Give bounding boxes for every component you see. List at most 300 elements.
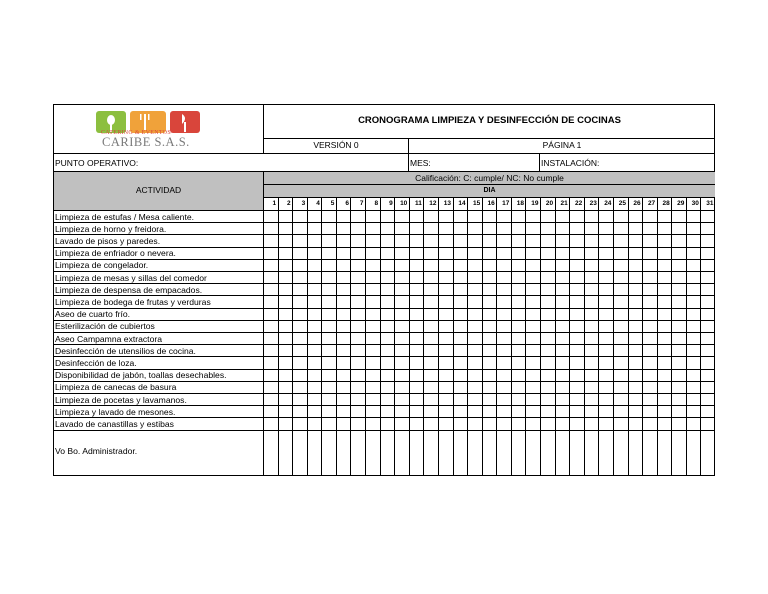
- check-cell[interactable]: [279, 272, 293, 283]
- check-cell[interactable]: [381, 345, 395, 356]
- check-cell[interactable]: [395, 284, 409, 295]
- check-cell[interactable]: [629, 296, 643, 307]
- check-cell[interactable]: [454, 235, 468, 246]
- check-cell[interactable]: [512, 211, 526, 222]
- instalacion-field[interactable]: INSTALACIÓN:: [541, 158, 600, 168]
- check-cell[interactable]: [308, 406, 322, 417]
- check-cell[interactable]: [526, 309, 540, 320]
- check-cell[interactable]: [395, 345, 409, 356]
- check-cell[interactable]: [687, 235, 701, 246]
- check-cell[interactable]: [643, 357, 657, 368]
- check-cell[interactable]: [337, 235, 351, 246]
- check-cell[interactable]: [687, 272, 701, 283]
- check-cell[interactable]: [483, 370, 497, 381]
- check-cell[interactable]: [293, 382, 307, 393]
- check-cell[interactable]: [570, 321, 584, 332]
- check-cell[interactable]: [687, 370, 701, 381]
- check-cell[interactable]: [264, 296, 278, 307]
- check-cell[interactable]: [701, 211, 715, 222]
- check-cell[interactable]: [687, 406, 701, 417]
- check-cell[interactable]: [366, 418, 380, 429]
- check-cell[interactable]: [264, 260, 278, 271]
- check-cell[interactable]: [672, 370, 686, 381]
- check-cell[interactable]: [701, 345, 715, 356]
- check-cell[interactable]: [672, 406, 686, 417]
- check-cell[interactable]: [497, 296, 511, 307]
- check-cell[interactable]: [556, 272, 570, 283]
- check-cell[interactable]: [337, 418, 351, 429]
- check-cell[interactable]: [541, 394, 555, 405]
- check-cell[interactable]: [293, 296, 307, 307]
- check-cell[interactable]: [468, 235, 482, 246]
- check-cell[interactable]: [308, 382, 322, 393]
- check-cell[interactable]: [701, 333, 715, 344]
- check-cell[interactable]: [468, 418, 482, 429]
- check-cell[interactable]: [293, 357, 307, 368]
- check-cell[interactable]: [279, 382, 293, 393]
- check-cell[interactable]: [439, 370, 453, 381]
- check-cell[interactable]: [293, 284, 307, 295]
- check-cell[interactable]: [570, 357, 584, 368]
- check-cell[interactable]: [643, 382, 657, 393]
- check-cell[interactable]: [468, 357, 482, 368]
- check-cell[interactable]: [599, 406, 613, 417]
- check-cell[interactable]: [570, 235, 584, 246]
- check-cell[interactable]: [614, 296, 628, 307]
- check-cell[interactable]: [629, 394, 643, 405]
- check-cell[interactable]: [424, 418, 438, 429]
- check-cell[interactable]: [468, 260, 482, 271]
- check-cell[interactable]: [308, 223, 322, 234]
- check-cell[interactable]: [454, 272, 468, 283]
- check-cell[interactable]: [308, 357, 322, 368]
- check-cell[interactable]: [264, 284, 278, 295]
- check-cell[interactable]: [454, 370, 468, 381]
- check-cell[interactable]: [322, 248, 336, 259]
- check-cell[interactable]: [454, 394, 468, 405]
- check-cell[interactable]: [556, 260, 570, 271]
- check-cell[interactable]: [337, 406, 351, 417]
- check-cell[interactable]: [672, 296, 686, 307]
- check-cell[interactable]: [439, 296, 453, 307]
- check-cell[interactable]: [658, 406, 672, 417]
- check-cell[interactable]: [366, 382, 380, 393]
- check-cell[interactable]: [629, 406, 643, 417]
- check-cell[interactable]: [614, 394, 628, 405]
- check-cell[interactable]: [526, 284, 540, 295]
- check-cell[interactable]: [381, 382, 395, 393]
- check-cell[interactable]: [322, 333, 336, 344]
- check-cell[interactable]: [395, 357, 409, 368]
- check-cell[interactable]: [279, 357, 293, 368]
- check-cell[interactable]: [424, 321, 438, 332]
- check-cell[interactable]: [512, 309, 526, 320]
- check-cell[interactable]: [687, 382, 701, 393]
- check-cell[interactable]: [614, 260, 628, 271]
- check-cell[interactable]: [672, 345, 686, 356]
- check-cell[interactable]: [454, 260, 468, 271]
- check-cell[interactable]: [454, 418, 468, 429]
- check-cell[interactable]: [541, 248, 555, 259]
- check-cell[interactable]: [541, 260, 555, 271]
- check-cell[interactable]: [264, 211, 278, 222]
- check-cell[interactable]: [614, 382, 628, 393]
- check-cell[interactable]: [556, 418, 570, 429]
- check-cell[interactable]: [512, 357, 526, 368]
- check-cell[interactable]: [439, 418, 453, 429]
- check-cell[interactable]: [337, 370, 351, 381]
- check-cell[interactable]: [556, 370, 570, 381]
- check-cell[interactable]: [497, 309, 511, 320]
- check-cell[interactable]: [293, 394, 307, 405]
- check-cell[interactable]: [599, 418, 613, 429]
- check-cell[interactable]: [351, 272, 365, 283]
- check-cell[interactable]: [512, 248, 526, 259]
- check-cell[interactable]: [483, 418, 497, 429]
- check-cell[interactable]: [424, 272, 438, 283]
- check-cell[interactable]: [293, 321, 307, 332]
- check-cell[interactable]: [366, 321, 380, 332]
- check-cell[interactable]: [512, 296, 526, 307]
- check-cell[interactable]: [381, 296, 395, 307]
- check-cell[interactable]: [483, 272, 497, 283]
- check-cell[interactable]: [526, 235, 540, 246]
- check-cell[interactable]: [337, 272, 351, 283]
- check-cell[interactable]: [497, 223, 511, 234]
- check-cell[interactable]: [424, 211, 438, 222]
- check-cell[interactable]: [322, 309, 336, 320]
- check-cell[interactable]: [599, 296, 613, 307]
- check-cell[interactable]: [454, 248, 468, 259]
- check-cell[interactable]: [264, 382, 278, 393]
- check-cell[interactable]: [395, 321, 409, 332]
- check-cell[interactable]: [599, 309, 613, 320]
- check-cell[interactable]: [308, 418, 322, 429]
- check-cell[interactable]: [366, 272, 380, 283]
- check-cell[interactable]: [658, 357, 672, 368]
- check-cell[interactable]: [672, 333, 686, 344]
- check-cell[interactable]: [672, 357, 686, 368]
- check-cell[interactable]: [454, 345, 468, 356]
- check-cell[interactable]: [701, 309, 715, 320]
- check-cell[interactable]: [701, 406, 715, 417]
- check-cell[interactable]: [293, 333, 307, 344]
- check-cell[interactable]: [585, 248, 599, 259]
- check-cell[interactable]: [381, 309, 395, 320]
- check-cell[interactable]: [541, 296, 555, 307]
- check-cell[interactable]: [308, 272, 322, 283]
- check-cell[interactable]: [512, 370, 526, 381]
- check-cell[interactable]: [337, 260, 351, 271]
- check-cell[interactable]: [526, 394, 540, 405]
- check-cell[interactable]: [395, 406, 409, 417]
- check-cell[interactable]: [687, 248, 701, 259]
- check-cell[interactable]: [629, 223, 643, 234]
- check-cell[interactable]: [366, 296, 380, 307]
- check-cell[interactable]: [672, 248, 686, 259]
- check-cell[interactable]: [410, 260, 424, 271]
- check-cell[interactable]: [439, 333, 453, 344]
- check-cell[interactable]: [541, 223, 555, 234]
- check-cell[interactable]: [366, 211, 380, 222]
- check-cell[interactable]: [483, 406, 497, 417]
- check-cell[interactable]: [410, 357, 424, 368]
- check-cell[interactable]: [308, 394, 322, 405]
- check-cell[interactable]: [672, 223, 686, 234]
- check-cell[interactable]: [439, 357, 453, 368]
- check-cell[interactable]: [556, 394, 570, 405]
- check-cell[interactable]: [687, 296, 701, 307]
- check-cell[interactable]: [366, 223, 380, 234]
- check-cell[interactable]: [424, 333, 438, 344]
- check-cell[interactable]: [395, 272, 409, 283]
- check-cell[interactable]: [526, 272, 540, 283]
- check-cell[interactable]: [526, 333, 540, 344]
- check-cell[interactable]: [599, 357, 613, 368]
- check-cell[interactable]: [599, 394, 613, 405]
- check-cell[interactable]: [424, 296, 438, 307]
- check-cell[interactable]: [381, 284, 395, 295]
- check-cell[interactable]: [556, 223, 570, 234]
- check-cell[interactable]: [614, 418, 628, 429]
- check-cell[interactable]: [614, 211, 628, 222]
- check-cell[interactable]: [395, 211, 409, 222]
- check-cell[interactable]: [454, 223, 468, 234]
- check-cell[interactable]: [424, 260, 438, 271]
- check-cell[interactable]: [454, 284, 468, 295]
- check-cell[interactable]: [395, 333, 409, 344]
- check-cell[interactable]: [454, 333, 468, 344]
- check-cell[interactable]: [585, 296, 599, 307]
- check-cell[interactable]: [570, 248, 584, 259]
- check-cell[interactable]: [308, 345, 322, 356]
- check-cell[interactable]: [468, 333, 482, 344]
- check-cell[interactable]: [366, 248, 380, 259]
- check-cell[interactable]: [322, 321, 336, 332]
- check-cell[interactable]: [629, 382, 643, 393]
- check-cell[interactable]: [497, 235, 511, 246]
- check-cell[interactable]: [643, 260, 657, 271]
- check-cell[interactable]: [658, 284, 672, 295]
- check-cell[interactable]: [279, 418, 293, 429]
- check-cell[interactable]: [322, 394, 336, 405]
- check-cell[interactable]: [599, 223, 613, 234]
- check-cell[interactable]: [468, 223, 482, 234]
- check-cell[interactable]: [672, 260, 686, 271]
- check-cell[interactable]: [395, 296, 409, 307]
- check-cell[interactable]: [395, 223, 409, 234]
- check-cell[interactable]: [308, 248, 322, 259]
- check-cell[interactable]: [570, 382, 584, 393]
- check-cell[interactable]: [279, 223, 293, 234]
- check-cell[interactable]: [541, 333, 555, 344]
- check-cell[interactable]: [410, 345, 424, 356]
- check-cell[interactable]: [629, 211, 643, 222]
- check-cell[interactable]: [585, 382, 599, 393]
- check-cell[interactable]: [351, 333, 365, 344]
- check-cell[interactable]: [599, 248, 613, 259]
- check-cell[interactable]: [497, 406, 511, 417]
- check-cell[interactable]: [672, 284, 686, 295]
- check-cell[interactable]: [279, 248, 293, 259]
- check-cell[interactable]: [410, 309, 424, 320]
- check-cell[interactable]: [424, 248, 438, 259]
- check-cell[interactable]: [351, 382, 365, 393]
- check-cell[interactable]: [410, 284, 424, 295]
- check-cell[interactable]: [351, 321, 365, 332]
- check-cell[interactable]: [351, 357, 365, 368]
- check-cell[interactable]: [483, 321, 497, 332]
- check-cell[interactable]: [439, 406, 453, 417]
- check-cell[interactable]: [410, 382, 424, 393]
- check-cell[interactable]: [424, 284, 438, 295]
- check-cell[interactable]: [322, 284, 336, 295]
- check-cell[interactable]: [556, 406, 570, 417]
- check-cell[interactable]: [279, 394, 293, 405]
- check-cell[interactable]: [599, 284, 613, 295]
- check-cell[interactable]: [541, 345, 555, 356]
- check-cell[interactable]: [439, 272, 453, 283]
- check-cell[interactable]: [570, 272, 584, 283]
- check-cell[interactable]: [468, 345, 482, 356]
- check-cell[interactable]: [410, 211, 424, 222]
- check-cell[interactable]: [395, 309, 409, 320]
- check-cell[interactable]: [512, 260, 526, 271]
- check-cell[interactable]: [643, 406, 657, 417]
- check-cell[interactable]: [308, 211, 322, 222]
- check-cell[interactable]: [381, 272, 395, 283]
- check-cell[interactable]: [483, 394, 497, 405]
- check-cell[interactable]: [599, 235, 613, 246]
- check-cell[interactable]: [468, 248, 482, 259]
- check-cell[interactable]: [337, 248, 351, 259]
- check-cell[interactable]: [643, 248, 657, 259]
- check-cell[interactable]: [264, 406, 278, 417]
- check-cell[interactable]: [687, 321, 701, 332]
- check-cell[interactable]: [701, 248, 715, 259]
- check-cell[interactable]: [629, 370, 643, 381]
- check-cell[interactable]: [614, 357, 628, 368]
- check-cell[interactable]: [570, 211, 584, 222]
- check-cell[interactable]: [556, 357, 570, 368]
- check-cell[interactable]: [701, 382, 715, 393]
- check-cell[interactable]: [395, 235, 409, 246]
- check-cell[interactable]: [381, 211, 395, 222]
- check-cell[interactable]: [570, 260, 584, 271]
- check-cell[interactable]: [410, 248, 424, 259]
- check-cell[interactable]: [424, 309, 438, 320]
- check-cell[interactable]: [570, 296, 584, 307]
- check-cell[interactable]: [556, 248, 570, 259]
- check-cell[interactable]: [672, 309, 686, 320]
- check-cell[interactable]: [629, 309, 643, 320]
- check-cell[interactable]: [556, 309, 570, 320]
- check-cell[interactable]: [541, 357, 555, 368]
- check-cell[interactable]: [483, 296, 497, 307]
- check-cell[interactable]: [497, 248, 511, 259]
- check-cell[interactable]: [687, 418, 701, 429]
- check-cell[interactable]: [483, 345, 497, 356]
- check-cell[interactable]: [322, 235, 336, 246]
- check-cell[interactable]: [643, 296, 657, 307]
- check-cell[interactable]: [512, 284, 526, 295]
- check-cell[interactable]: [381, 406, 395, 417]
- check-cell[interactable]: [293, 235, 307, 246]
- check-cell[interactable]: [512, 333, 526, 344]
- check-cell[interactable]: [279, 406, 293, 417]
- check-cell[interactable]: [381, 418, 395, 429]
- check-cell[interactable]: [264, 272, 278, 283]
- check-cell[interactable]: [381, 260, 395, 271]
- check-cell[interactable]: [322, 211, 336, 222]
- check-cell[interactable]: [526, 321, 540, 332]
- check-cell[interactable]: [410, 370, 424, 381]
- check-cell[interactable]: [264, 357, 278, 368]
- check-cell[interactable]: [541, 235, 555, 246]
- check-cell[interactable]: [658, 296, 672, 307]
- check-cell[interactable]: [424, 406, 438, 417]
- check-cell[interactable]: [395, 248, 409, 259]
- check-cell[interactable]: [381, 370, 395, 381]
- check-cell[interactable]: [439, 321, 453, 332]
- check-cell[interactable]: [264, 345, 278, 356]
- check-cell[interactable]: [541, 370, 555, 381]
- check-cell[interactable]: [497, 272, 511, 283]
- check-cell[interactable]: [468, 284, 482, 295]
- check-cell[interactable]: [468, 394, 482, 405]
- check-cell[interactable]: [454, 296, 468, 307]
- check-cell[interactable]: [629, 357, 643, 368]
- check-cell[interactable]: [512, 321, 526, 332]
- check-cell[interactable]: [410, 223, 424, 234]
- check-cell[interactable]: [526, 260, 540, 271]
- check-cell[interactable]: [643, 309, 657, 320]
- check-cell[interactable]: [454, 309, 468, 320]
- check-cell[interactable]: [454, 382, 468, 393]
- check-cell[interactable]: [279, 333, 293, 344]
- check-cell[interactable]: [264, 333, 278, 344]
- check-cell[interactable]: [322, 272, 336, 283]
- check-cell[interactable]: [541, 321, 555, 332]
- check-cell[interactable]: [410, 394, 424, 405]
- check-cell[interactable]: [556, 321, 570, 332]
- check-cell[interactable]: [526, 370, 540, 381]
- check-cell[interactable]: [439, 284, 453, 295]
- check-cell[interactable]: [556, 211, 570, 222]
- check-cell[interactable]: [701, 223, 715, 234]
- check-cell[interactable]: [585, 260, 599, 271]
- check-cell[interactable]: [439, 309, 453, 320]
- check-cell[interactable]: [308, 260, 322, 271]
- check-cell[interactable]: [424, 357, 438, 368]
- check-cell[interactable]: [293, 248, 307, 259]
- check-cell[interactable]: [570, 284, 584, 295]
- check-cell[interactable]: [643, 333, 657, 344]
- check-cell[interactable]: [658, 418, 672, 429]
- check-cell[interactable]: [483, 357, 497, 368]
- check-cell[interactable]: [351, 370, 365, 381]
- check-cell[interactable]: [351, 235, 365, 246]
- check-cell[interactable]: [395, 418, 409, 429]
- check-cell[interactable]: [541, 272, 555, 283]
- check-cell[interactable]: [672, 272, 686, 283]
- check-cell[interactable]: [483, 260, 497, 271]
- check-cell[interactable]: [570, 223, 584, 234]
- check-cell[interactable]: [570, 370, 584, 381]
- check-cell[interactable]: [687, 309, 701, 320]
- check-cell[interactable]: [614, 406, 628, 417]
- check-cell[interactable]: [337, 211, 351, 222]
